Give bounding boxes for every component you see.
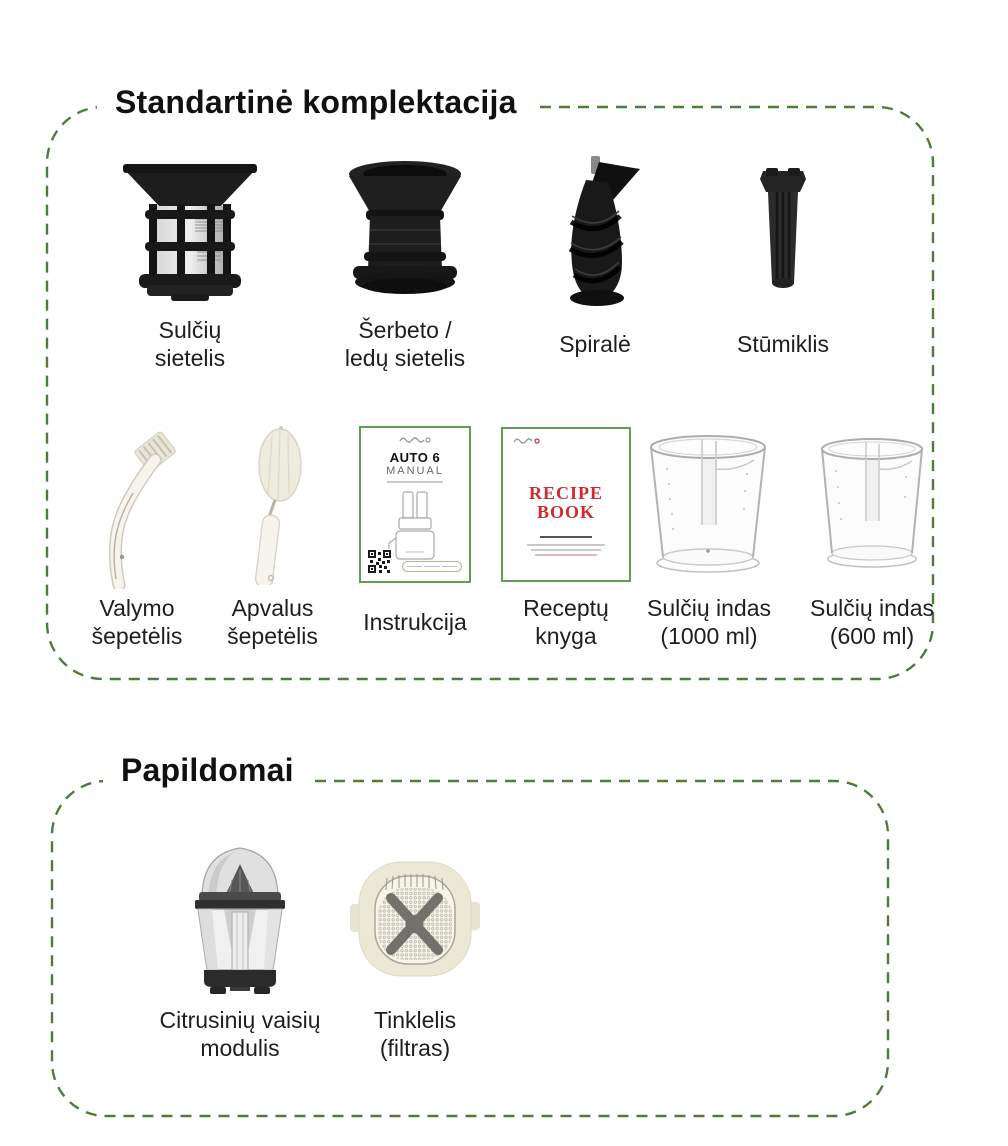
qr-code-icon — [368, 550, 391, 573]
pusher-image — [693, 148, 873, 312]
round-brush-image — [210, 418, 335, 590]
item-caption: Šerbeto / ledų sietelis — [344, 316, 466, 371]
juice-strainer-image — [105, 148, 275, 312]
item-round-brush — [210, 418, 335, 654]
manual-title: AUTO 6 — [389, 449, 441, 465]
brand-logo-icon — [398, 435, 432, 444]
item-recipe-book — [496, 418, 636, 654]
item-spiral — [515, 148, 675, 376]
manual-cover — [359, 426, 471, 583]
item-caption: Sulčių sietelis — [154, 316, 226, 371]
item-cleaning-brush — [72, 418, 202, 654]
item-caption: Valymo šepetėlis — [91, 594, 183, 649]
item-caption: Stūmiklis — [736, 330, 829, 357]
juicer-line-drawing — [384, 490, 446, 564]
optional-section-title: Papildomai — [103, 752, 312, 789]
recipe-footer-bar — [540, 536, 592, 538]
manual-footnote — [402, 561, 462, 572]
item-juice-cup-600 — [796, 418, 948, 654]
spiral-image — [515, 148, 675, 312]
item-caption: Sulčių indas (1000 ml) — [646, 594, 772, 649]
item-sorbet-strainer — [300, 148, 510, 376]
recipe-book-title: RECIPE BOOK — [528, 482, 603, 523]
recipe-book-cover — [501, 427, 631, 582]
item-caption: Tinklelis (filtras) — [373, 1006, 457, 1061]
juice-cup-1000-image — [633, 418, 785, 590]
item-manual — [345, 418, 485, 654]
item-citrus-module — [150, 840, 330, 1066]
item-mesh-filter — [340, 840, 490, 1066]
manual-subtitle: MANUAL — [386, 464, 444, 477]
item-caption: Instrukcija — [363, 608, 467, 635]
item-caption: Citrusinių vaisių modulis — [159, 1006, 321, 1061]
item-caption: Apvalus šepetėlis — [227, 594, 318, 649]
item-pusher — [693, 148, 873, 376]
citrus-module-image — [150, 840, 330, 1002]
item-caption: Sulčių indas (600 ml) — [809, 594, 935, 649]
sorbet-strainer-image — [300, 148, 510, 312]
item-caption: Spiralė — [559, 330, 631, 357]
mesh-filter-image — [340, 840, 490, 1002]
manual-tagline-bar — [387, 481, 443, 483]
standard-section-title: Standartinė komplektacija — [97, 84, 535, 121]
brand-logo-icon — [512, 436, 542, 445]
item-caption: Receptų knyga — [523, 594, 609, 649]
item-juice-strainer — [105, 148, 275, 376]
juice-cup-600-image — [796, 418, 948, 590]
cleaning-brush-image — [72, 418, 202, 590]
item-juice-cup-1000 — [633, 418, 785, 654]
